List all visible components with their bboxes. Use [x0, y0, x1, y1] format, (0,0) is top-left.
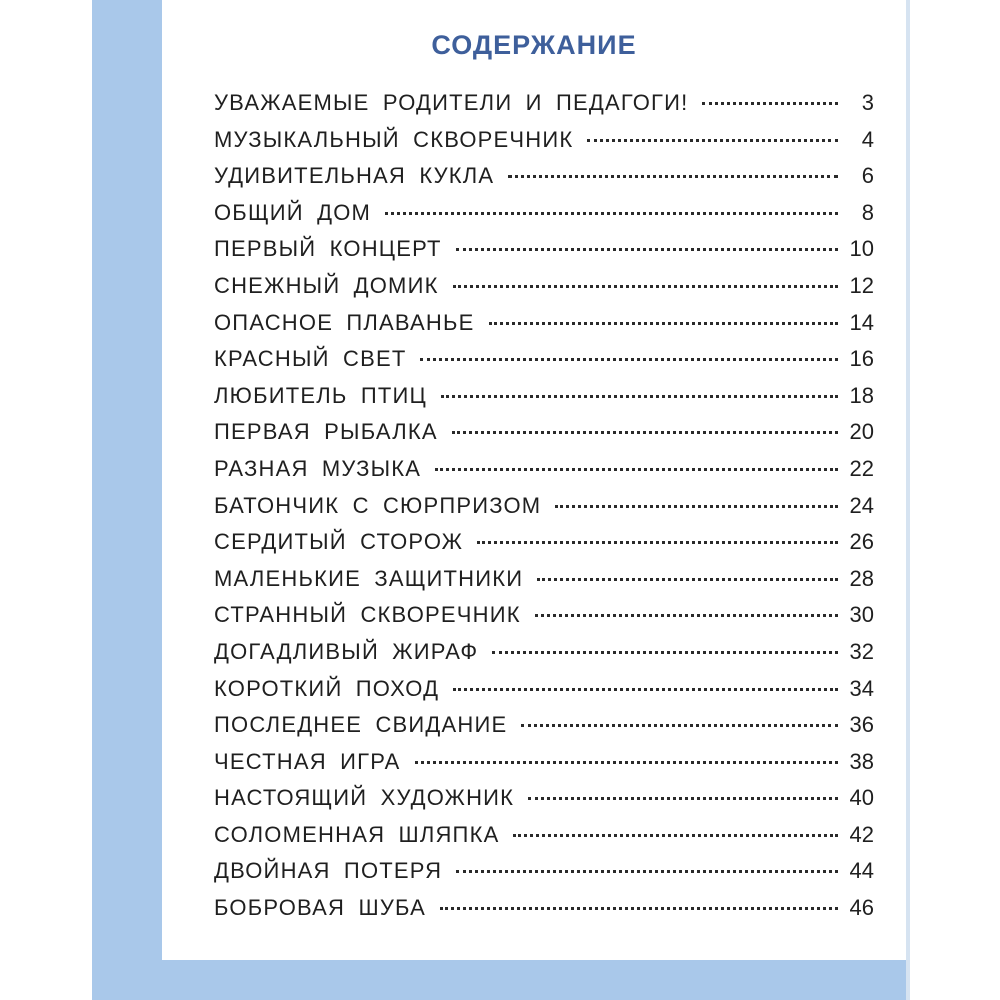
toc-entry-title: КОРОТКИЙ ПОХОД — [214, 675, 440, 701]
dot-leader — [456, 248, 838, 251]
dot-leader — [477, 541, 838, 544]
toc-entry-title: БОБРОВАЯ ШУБА — [214, 895, 427, 921]
toc-entry[interactable] — [214, 493, 874, 530]
dot-leader — [453, 285, 838, 288]
toc-entry[interactable] — [214, 749, 874, 786]
toc-entry[interactable] — [214, 858, 874, 895]
dot-leader — [456, 870, 838, 873]
toc-entry-page-number: 3 — [861, 90, 874, 115]
toc-entry-title: ЧЕСТНАЯ ИГРА — [214, 748, 401, 774]
toc-entry-title: ОПАСНОЕ ПЛАВАНЬЕ — [214, 309, 475, 335]
dot-leader — [702, 102, 838, 105]
toc-entry[interactable] — [214, 566, 874, 603]
toc-entry-page-number: 18 — [849, 382, 874, 408]
toc-entry[interactable] — [214, 456, 874, 493]
dot-leader — [385, 212, 838, 215]
toc-entry[interactable] — [214, 236, 874, 273]
dot-leader — [555, 505, 838, 508]
toc-entry[interactable] — [214, 602, 874, 639]
dot-leader — [489, 322, 838, 325]
toc-entry-page-number: 12 — [849, 272, 874, 298]
toc-entry-page-number: 24 — [849, 492, 874, 518]
toc-entry[interactable] — [214, 639, 874, 676]
toc-entry-page-number: 28 — [849, 565, 874, 591]
toc-entry[interactable] — [214, 529, 874, 566]
page-title: СОДЕРЖАНИЕ — [431, 30, 637, 60]
toc-entry-title: МУЗЫКАЛЬНЫЙ СКВОРЕЧНИК — [214, 126, 574, 152]
toc-entry-page-number: 4 — [861, 126, 874, 152]
toc-entry[interactable] — [214, 785, 874, 822]
toc-entry-title: НАСТОЯЩИЙ ХУДОЖНИК — [214, 785, 515, 811]
toc-entry-page-number: 22 — [849, 455, 874, 481]
dot-leader — [492, 651, 838, 654]
toc-entry-title: СТРАННЫЙ СКВОРЕЧНИК — [214, 602, 521, 628]
toc-entry[interactable] — [214, 822, 874, 859]
toc-entry[interactable] — [214, 346, 874, 383]
toc-entry-title: ПЕРВЫЙ КОНЦЕРТ — [214, 236, 442, 262]
dot-leader — [452, 431, 838, 434]
dot-leader — [587, 139, 838, 142]
toc-entry-page-number: 40 — [849, 785, 874, 811]
toc-entry-page-number: 14 — [849, 309, 874, 335]
toc-entry[interactable] — [214, 895, 874, 932]
toc-entry-page-number: 26 — [849, 529, 874, 555]
toc-entry-page-number: 30 — [849, 602, 874, 628]
toc-entry-page-number: 42 — [849, 821, 874, 847]
toc-entry-title: ДВОЙНАЯ ПОТЕРЯ — [214, 858, 443, 884]
toc-entry-page-number: 38 — [849, 748, 874, 774]
dot-leader — [537, 578, 838, 581]
toc-entry-title: ДОГАДЛИВЫЙ ЖИРАФ — [214, 638, 479, 664]
toc-entry-page-number: 34 — [849, 675, 874, 701]
toc-entry-title: МАЛЕНЬКИЕ ЗАЩИТНИКИ — [214, 565, 524, 591]
toc-entry-page-number: 46 — [849, 895, 874, 921]
dot-leader — [440, 907, 838, 910]
toc-entry-page-number: 10 — [849, 236, 874, 262]
toc-entry[interactable] — [214, 419, 874, 456]
toc-entry[interactable] — [214, 676, 874, 713]
dot-leader — [453, 688, 838, 691]
toc-entry[interactable] — [214, 383, 874, 420]
toc-entry-title: ЛЮБИТЕЛЬ ПТИЦ — [214, 382, 427, 408]
toc-entry[interactable] — [214, 712, 874, 749]
toc-entry-title: СОЛОМЕННАЯ ШЛЯПКА — [214, 821, 500, 847]
dot-leader — [435, 468, 838, 471]
toc-entry-title: ПОСЛЕДНЕЕ СВИДАНИЕ — [214, 712, 508, 738]
dot-leader — [420, 358, 838, 361]
toc-entry-title: УВАЖАЕМЫЕ РОДИТЕЛИ И ПЕДАГОГИ! — [214, 90, 689, 115]
toc-entry-page-number: 20 — [849, 419, 874, 445]
toc-entry[interactable] — [214, 127, 874, 164]
dot-leader — [441, 395, 838, 398]
toc-entry-title: СЕРДИТЫЙ СТОРОЖ — [214, 529, 464, 555]
toc-entry[interactable] — [214, 310, 874, 347]
page-edge — [906, 0, 910, 1000]
toc-entry-page-number: 16 — [849, 346, 874, 372]
left-color-band — [92, 0, 162, 1000]
toc-entry-page-number: 6 — [861, 163, 874, 189]
toc-entry-title: ОБЩИЙ ДОМ — [214, 199, 372, 225]
contents-area — [162, 0, 906, 960]
dot-leader — [415, 761, 839, 764]
toc-entry-title: БАТОНЧИК С СЮРПРИЗОМ — [214, 492, 542, 518]
dot-leader — [535, 614, 838, 617]
toc-entry-title: СНЕЖНЫЙ ДОМИК — [214, 272, 439, 298]
toc-entry-title: КРАСНЫЙ СВЕТ — [214, 346, 407, 372]
dot-leader — [521, 724, 838, 727]
dot-leader — [528, 797, 838, 800]
toc-entry-title: ПЕРВАЯ РЫБАЛКА — [214, 419, 438, 445]
bottom-color-band — [92, 960, 908, 1000]
toc-entry-page-number: 32 — [849, 638, 874, 664]
dot-leader — [508, 175, 838, 178]
toc-entry[interactable] — [214, 90, 874, 127]
toc-entry-title: РАЗНАЯ МУЗЫКА — [214, 455, 422, 481]
toc-entry-title: УДИВИТЕЛЬНАЯ КУКЛА — [214, 163, 495, 189]
toc-entry[interactable] — [214, 273, 874, 310]
toc-entry-page-number: 44 — [849, 858, 874, 884]
toc-entry[interactable] — [214, 200, 874, 237]
toc-entry[interactable] — [214, 163, 874, 200]
toc-entry-page-number: 36 — [849, 712, 874, 738]
table-of-contents — [214, 90, 874, 932]
dot-leader — [513, 834, 838, 837]
toc-entry-page-number: 8 — [861, 199, 874, 225]
